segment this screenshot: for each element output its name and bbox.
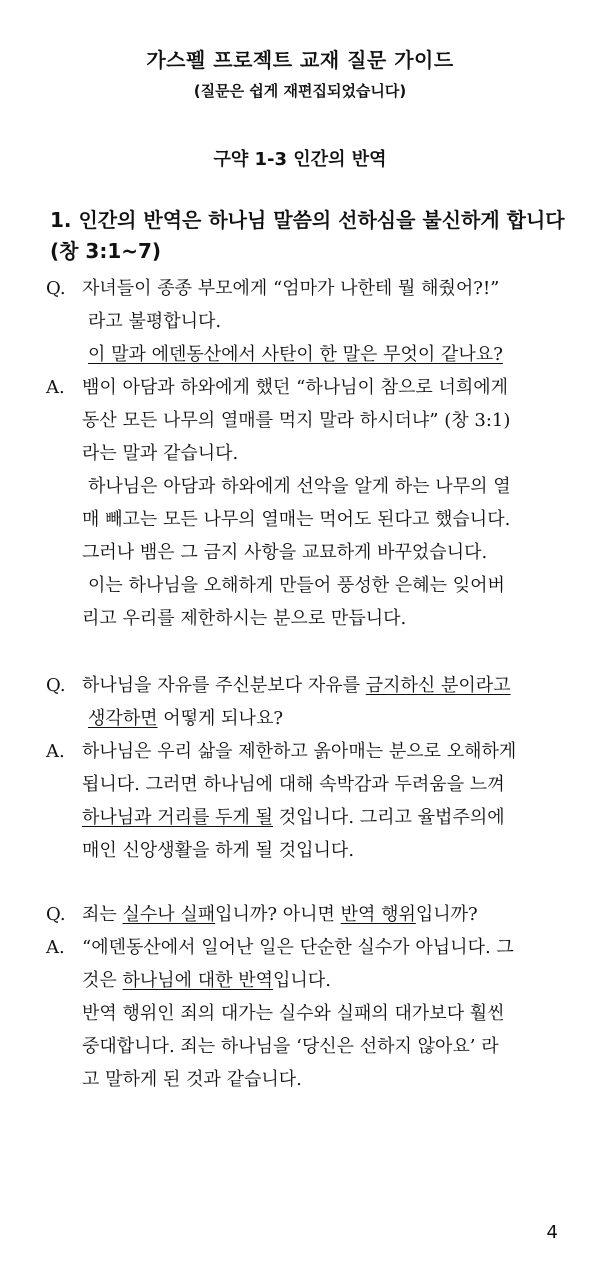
answer-line: 고 말하게 된 것과 같습니다. <box>82 1069 302 1090</box>
question-line: 라고 불평합니다. <box>88 311 222 332</box>
section-title: 구약 1-3 인간의 반역 <box>213 149 387 170</box>
answer-line: 하나님은 아담과 하와에게 선악을 알게 하는 나무의 열 <box>88 476 511 497</box>
answer-line: 매인 신앙생활을 하게 될 것입니다. <box>82 840 355 861</box>
question-line: 생각하면 어떻게 되나요? <box>88 708 283 729</box>
answer-line: 이는 하나님을 오해하게 만들어 풍성한 은혜는 잊어버 <box>88 575 505 596</box>
section-heading: 1. 인간의 반역은 하나님 말씀의 선하심을 불신하게 합니다 (창 3:1~7) <box>50 208 565 263</box>
answer-line: 매 빼고는 모든 나무의 열매는 먹어도 된다고 했습니다. <box>82 509 511 530</box>
answer-line: 하나님은 우리 삶을 제한하고 옭아매는 분으로 오해하게 <box>82 741 517 762</box>
question-line: 죄는 실수나 실패입니까? 아니면 반역 행위입니까? <box>82 904 478 925</box>
answer-line: 중대합니다. 죄는 하나님을 ‘당신은 선하지 않아요’ 라 <box>82 1036 499 1057</box>
page-subtitle: (질문은 쉽게 재편집되었습니다) <box>193 82 407 100</box>
page-title: 가스펠 프로젝트 교재 질문 가이드 <box>146 48 454 72</box>
answer-line: 반역 행위인 죄의 대가는 실수와 실패의 대가보다 훨씬 <box>82 1003 505 1024</box>
answer-line: 것은 하나님에 대한 반역입니다. <box>82 970 331 991</box>
answer-line: 그러나 뱀은 그 금지 사항을 교묘하게 바꾸었습니다. <box>82 542 488 563</box>
question-line-underlined: 이 말과 에덴동산에서 사탄이 한 말은 무엇이 같나요? <box>88 344 503 365</box>
question-mark: Q. <box>46 904 66 925</box>
answer-line: 라는 말과 같습니다. <box>82 443 239 464</box>
answer-line: 리고 우리를 제한하시는 분으로 만듭니다. <box>82 608 407 629</box>
answer-line: 동산 모든 나무의 열매를 먹지 말라 하시더냐” (창 3:1) <box>82 410 511 431</box>
page-number: 4 <box>546 1222 558 1243</box>
question-mark: Q. <box>46 278 66 299</box>
answer-mark: A. <box>46 937 65 958</box>
answer-mark: A. <box>46 377 65 398</box>
answer-line: 뱀이 아담과 하와에게 했던 “하나님이 참으로 너희에게 <box>82 377 509 398</box>
answer-line: 됩니다. 그러면 하나님에 대해 속박감과 두려움을 느껴 <box>82 774 505 795</box>
answer-line: “에덴동산에서 일어난 일은 단순한 실수가 아닙니다. 그 <box>82 937 514 958</box>
question-line: 하나님을 자유를 주신분보다 자유를 금지하신 분이라고 <box>82 675 511 696</box>
question-line: 자녀들이 종종 부모에게 “엄마가 나한테 뭘 해줬어?!” <box>82 278 500 299</box>
answer-line: 하나님과 거리를 두게 될 것입니다. 그리고 율법주의에 <box>82 807 505 828</box>
question-mark: Q. <box>46 675 66 696</box>
answer-mark: A. <box>46 741 65 762</box>
